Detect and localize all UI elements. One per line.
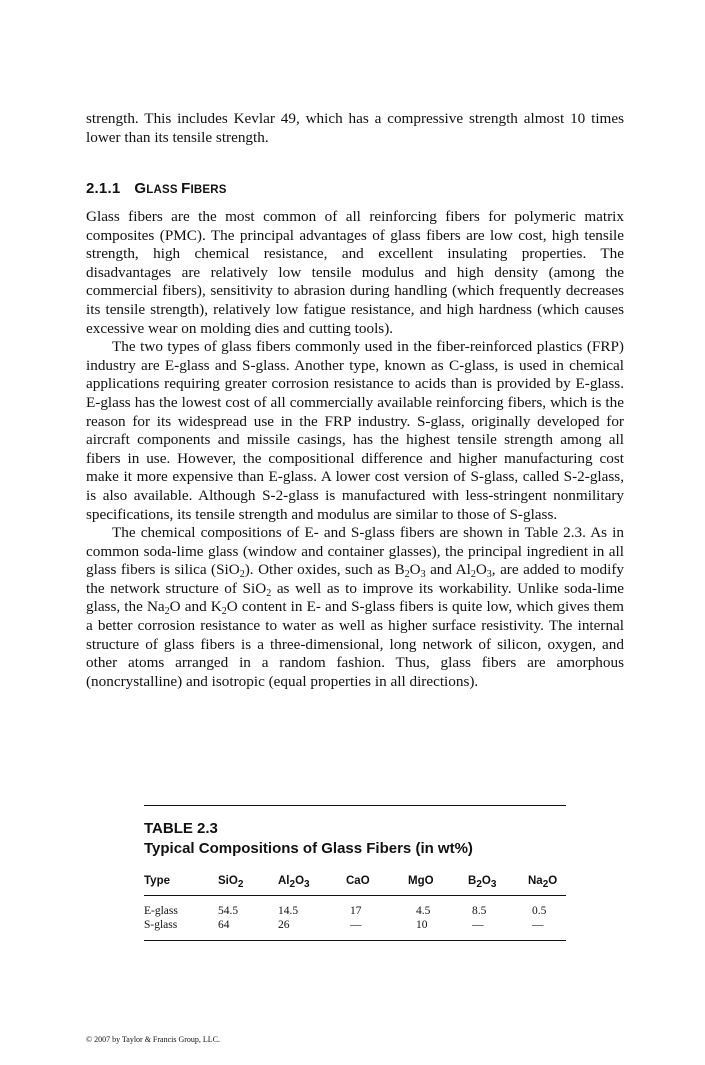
paragraph-3: The chemical compositions of E- and S-glass fibers are shown in Table 2.3. As in common soda-lime glass (window and container glasses), the principal ingredient in all glass fibers is silica (SiO$_2$). Other oxides, such as $B_2O_3$ and $Al_2O_3$, are added to modify the network structure of SiO$_2$ as well as to improve its workability. Unlike soda-lime glass, the $Na_2O$ and $K_2O$ content in E- and S-glass fibers is quite low, which gives them a better corrosion resistance to water as well as higher surface resistivity. The internal structure of glass fibers is a three-dimensional, long network of silicon, oxygen, and other atoms arranged in a random fashion. Thus, glass fibers are amorphous (noncrystalline) and isotropic (equal properties in all directions). [86,524,625,690]
paragraph-continuation: strength. This includes Kevlar 49, which has a compressive strength almost 10 times lower than its tensile strength. [86,110,624,146]
header-cao: CaO [346,869,408,896]
section-heading [86,180,624,197]
table-2-3 [144,805,566,941]
table-caption: Typical Compositions of Glass Fibers (in wt%) [144,840,473,857]
header-mgo: MgO [408,869,468,896]
cell-b2o3: 8.5 [472,905,487,917]
cell-cao: 17 [350,905,362,917]
table-label: TABLE 2.3 [144,820,218,837]
table-top-rule [144,805,566,806]
cell-mgo: 10 [408,918,468,941]
cell-al2o3: 26 [278,918,346,941]
cell-type: S-glass [144,918,218,941]
copyright-footer: © 2007 by Taylor & Francis Group, LLC. [86,1035,221,1044]
section-title: GLASS FIBERS [134,180,227,197]
header-sio2: SiO$_2$ [218,869,278,896]
cell-al2o3: 14.5 [278,905,299,917]
paragraph-1: Glass fibers are the most common of all reinforcing fibers for polymeric matrix composites (PMC). The principal advantages of glass fibers are low cost, high tensile strength, high chemical resistance, and excellent insulating properties. The disadvantages are relatively low tensile modulus and high density (among the commercial fibers), sensitivity to abrasion during handling (which frequently decreases its tensile strength), relatively low fatigue resistance, and high hardness (which causes excessive wear on molding dies and cutting tools). [86,208,624,337]
cell-na2o: — [528,918,566,941]
cell-sio2: 54.5 [218,905,239,917]
cell-cao: — [346,918,408,941]
section-body [86,208,624,691]
section-number: 2.1.1 [86,180,121,197]
header-type: Type [144,869,218,896]
table-header-row [144,869,566,896]
cell-type: E-glass [144,905,178,917]
cell-b2o3: — [468,918,528,941]
cell-mgo: 4.5 [416,905,431,917]
header-al2o3: $Al_2O_3$ [278,869,346,896]
composition-table [144,869,566,941]
header-na2o: $Na_2O$ [528,869,566,896]
table-row [144,918,566,941]
header-b2o3: $B_2O_3$ [468,869,528,896]
paragraph-2: The two types of glass fibers commonly used in the fiber-reinforced plastics (FRP) industry are E-glass and S-glass. Another type, known as C-glass, is used in chemical applications requiring greater corrosion resistance to acids than is provided by E-glass. E-glass has the lowest cost of all commercially available reinforcing fibers, which is the reason for its widespread use in the FRP industry. S-glass, originally developed for aircraft components and missile casings, has the highest tensile strength among all fibers in use. However, the compositional difference and higher manufacturing cost make it more expensive than E-glass. A lower cost version of S-glass, called S-2-glass, is also available. Although S-2-glass is manufactured with less-stringent nonmilitary specifications, its tensile strength and modulus are similar to those of S-glass. [86,338,624,523]
cell-sio2: 64 [218,918,278,941]
cell-na2o: 0.5 [532,905,547,917]
table-row [144,896,566,919]
